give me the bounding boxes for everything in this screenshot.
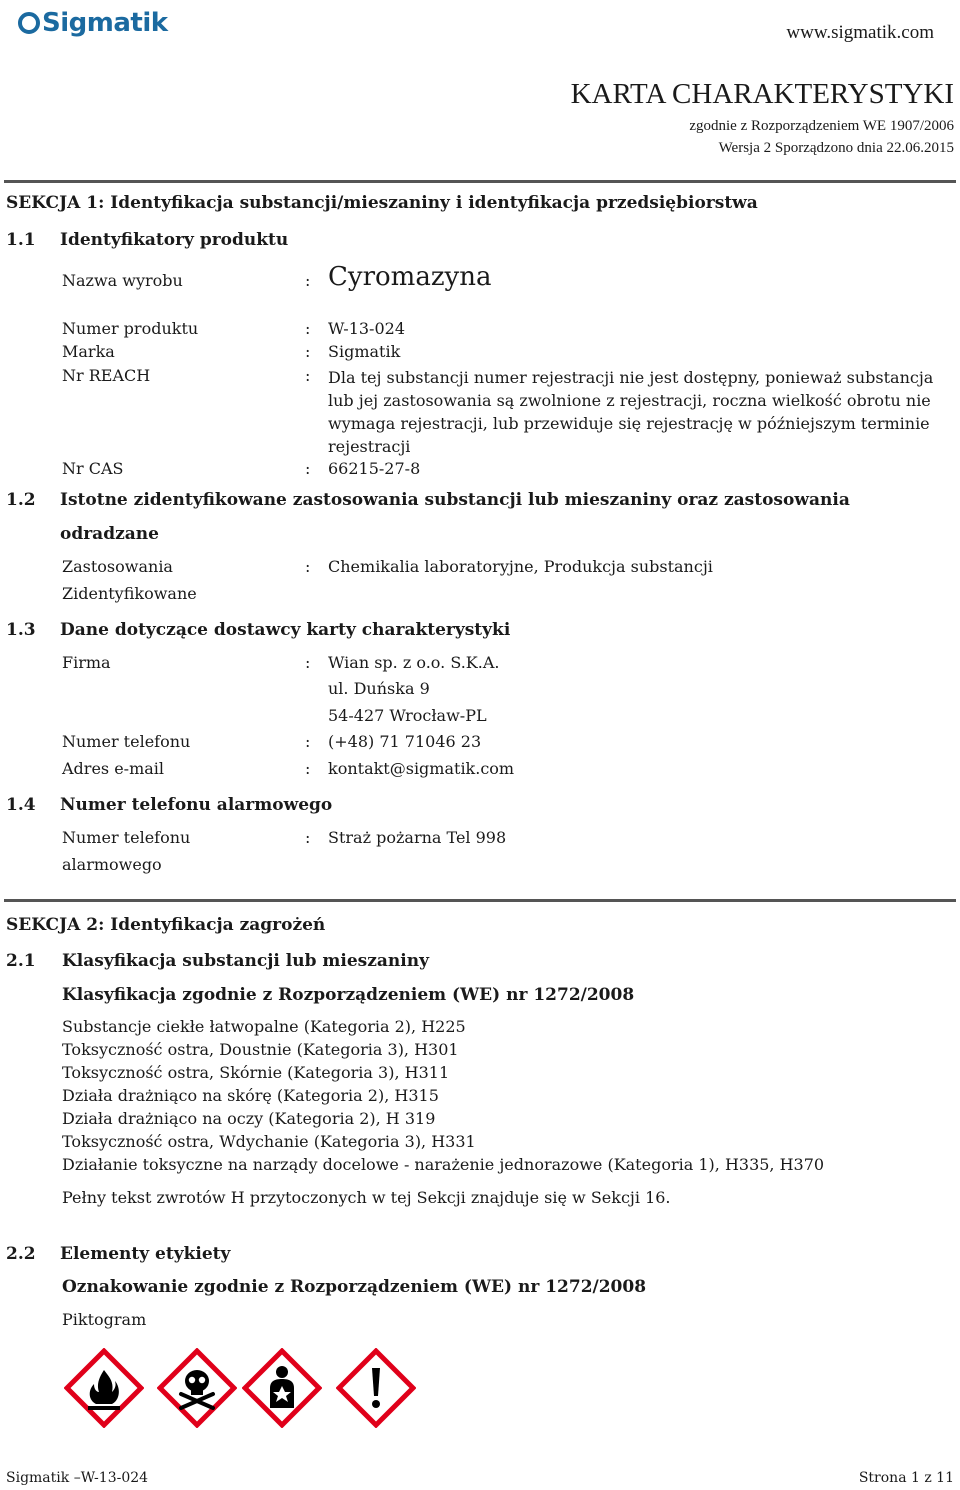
- s11-title: Identyfikatory produktu: [60, 230, 289, 250]
- footer-document-code: Sigmatik –W-13-024: [6, 1470, 149, 1486]
- phone-value[interactable]: (+48) 71 71046 23: [328, 732, 482, 751]
- brand-label: Marka: [62, 342, 115, 361]
- health-hazard-icon: [242, 1348, 322, 1428]
- reach-label: Nr REACH: [62, 366, 151, 385]
- product-name-label: Nazwa wyrobu: [62, 271, 183, 290]
- section1-title: SEKCJA 1: Identyfikacja substancji/mieszaniny i identyfikacja przedsiębiorstwa: [6, 193, 758, 213]
- cas-value: 66215-27-8: [328, 459, 421, 478]
- emergency-label-cont: alarmowego: [62, 855, 162, 874]
- section-divider: [4, 899, 956, 902]
- hazard-item: Działanie toksyczne na narządy docelowe - narażenie jednorazowe (Kategoria 1), H335, H370: [62, 1155, 825, 1174]
- s22-title: Elementy etykiety: [60, 1244, 231, 1264]
- email-value[interactable]: kontakt@sigmatik.com: [328, 759, 515, 778]
- uses-value: Chemikalia laboratoryjne, Produkcja substancji: [328, 557, 713, 576]
- footer-page-number: Strona 1 z 11: [858, 1470, 954, 1486]
- hazard-item: Toksyczność ostra, Wdychanie (Kategoria 3), H331: [62, 1132, 476, 1151]
- company-city: 54-427 Wrocław-PL: [328, 706, 487, 725]
- exclamation-icon: [336, 1348, 416, 1428]
- colon: :: [305, 319, 311, 338]
- emergency-label: Numer telefonu: [62, 828, 191, 847]
- company-label: Firma: [62, 653, 111, 672]
- s12-title: Istotne zidentyfikowane zastosowania substancji lub mieszaniny oraz zastosowania: [60, 490, 850, 510]
- version-note: Wersja 2 Sporządzono dnia 22.06.2015: [718, 140, 954, 156]
- h-statements-note: Pełny tekst zwrotów H przytoczonych w tej Sekcji znajduje się w Sekcji 16.: [62, 1188, 671, 1207]
- colon: :: [305, 459, 311, 478]
- pictogram-label: Piktogram: [62, 1310, 147, 1329]
- colon: :: [305, 342, 311, 361]
- product-number: W-13-024: [328, 319, 405, 338]
- website: www.sigmatik.com: [786, 22, 934, 43]
- colon: :: [305, 732, 311, 751]
- hazard-item: Działa drażniąco na skórę (Kategoria 2), H315: [62, 1086, 439, 1105]
- colon: :: [305, 653, 311, 672]
- s12-title-cont: odradzane: [60, 524, 159, 544]
- phone-label: Numer telefonu: [62, 732, 191, 751]
- s11-number: 1.1: [6, 230, 36, 250]
- hazard-item: Działa drażniąco na oczy (Kategoria 2), H 319: [62, 1109, 436, 1128]
- section-divider: [4, 180, 956, 183]
- regulation-note: zgodnie z Rozporządzeniem WE 1907/2006: [689, 118, 954, 134]
- colon: :: [305, 759, 311, 778]
- colon: :: [305, 271, 311, 290]
- company-name: Wian sp. z o.o. S.K.A.: [328, 653, 500, 672]
- document-title: KARTA CHARAKTERYSTYKI: [570, 78, 954, 110]
- section2-title: SEKCJA 2: Identyfikacja zagrożeń: [6, 915, 326, 935]
- colon: :: [305, 557, 311, 576]
- s13-number: 1.3: [6, 620, 36, 640]
- cas-label: Nr CAS: [62, 459, 124, 478]
- s21-number: 2.1: [6, 951, 36, 971]
- s12-number: 1.2: [6, 490, 36, 510]
- s13-title: Dane dotyczące dostawcy karty charakterystyki: [60, 620, 511, 640]
- emergency-value: Straż pożarna Tel 998: [328, 828, 507, 847]
- s22-number: 2.2: [6, 1244, 36, 1264]
- logo-ring-icon: [18, 12, 40, 34]
- sigmatik-logo: [18, 6, 168, 40]
- reach-value: Dla tej substancji numer rejestracji nie jest dostępny, ponieważ substancja lub jej zastosowania są zwolnione z rejestracji, roczna wielkość obrotu nie wymaga rejestracji, lub przewiduje się rejestrację w późniejszym terminie rejestracji: [328, 368, 934, 456]
- logo-text: Sigmatik: [42, 8, 168, 38]
- s14-title: Numer telefonu alarmowego: [60, 795, 333, 815]
- hazard-item: Substancje ciekłe łatwopalne (Kategoria 2), H225: [62, 1017, 466, 1036]
- colon: :: [305, 828, 311, 847]
- product-number-label: Numer produktu: [62, 319, 199, 338]
- uses-label-cont: Zidentyfikowane: [62, 584, 197, 603]
- skull-crossbones-icon: [157, 1348, 237, 1428]
- flame-icon: [64, 1348, 144, 1428]
- hazard-item: Toksyczność ostra, Skórnie (Kategoria 3), H311: [62, 1063, 450, 1082]
- product-name: Cyromazyna: [328, 262, 492, 292]
- email-label: Adres e-mail: [62, 759, 165, 778]
- colon: :: [305, 366, 311, 385]
- s22-subtitle: Oznakowanie zgodnie z Rozporządzeniem (WE) nr 1272/2008: [62, 1277, 647, 1297]
- hazard-item: Toksyczność ostra, Doustnie (Kategoria 3), H301: [62, 1040, 459, 1059]
- brand-value: Sigmatik: [328, 342, 401, 361]
- s21-title: Klasyfikacja substancji lub mieszaniny: [62, 951, 429, 971]
- uses-label: Zastosowania: [62, 557, 173, 576]
- s21-subtitle: Klasyfikacja zgodnie z Rozporządzeniem (WE) nr 1272/2008: [62, 985, 635, 1005]
- s14-number: 1.4: [6, 795, 36, 815]
- company-street: ul. Duńska 9: [328, 679, 430, 698]
